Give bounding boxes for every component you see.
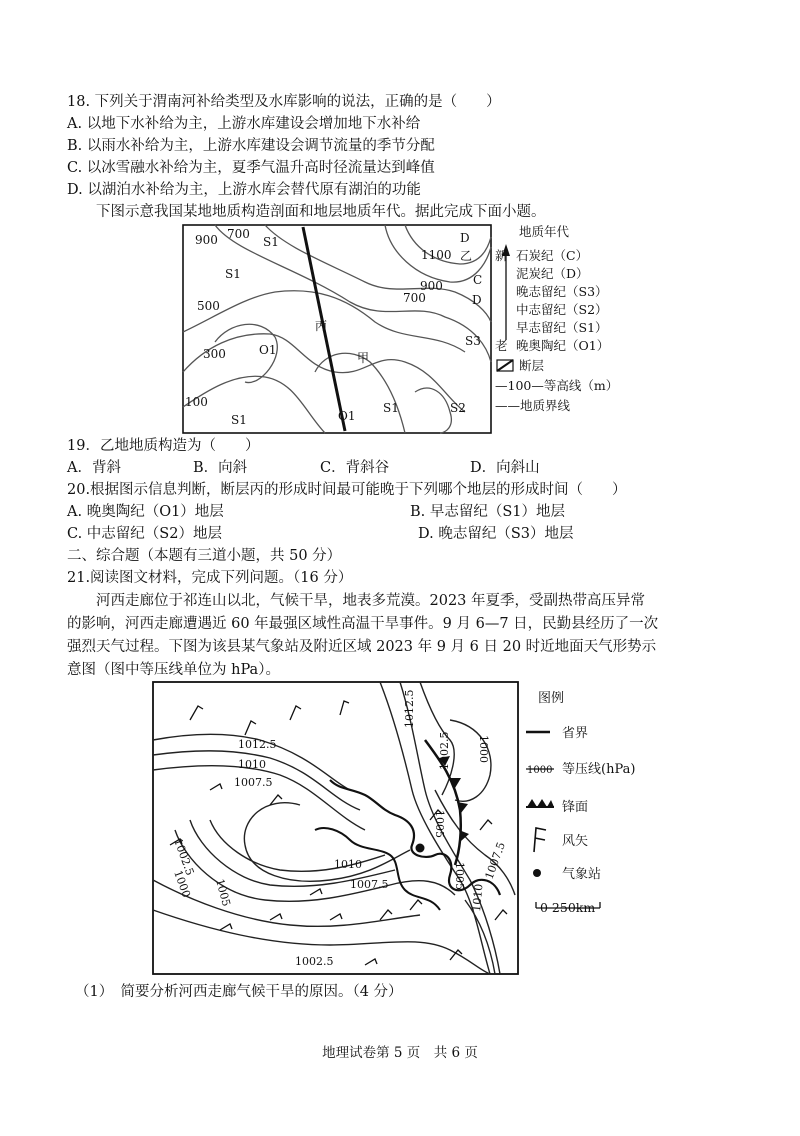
strata-label: C [473, 273, 483, 287]
weather-legend-title: 图例 [538, 691, 565, 706]
q18-option-d: D. 以湖泊水补给为主，上游水库会替代原有湖泊的功能 [67, 182, 421, 198]
q20-option-c: C. 中志留纪（S2）地层 [67, 526, 222, 542]
legend-old: 老 [495, 338, 508, 353]
isobar-label: 1010 [470, 883, 486, 913]
strata-label: S1 [263, 235, 279, 249]
isobar-label: 1010 [334, 858, 362, 871]
legend-front: 锋面 [562, 800, 589, 815]
isobar-label: 1012.5 [403, 689, 416, 728]
place-jia: 甲 [357, 351, 370, 365]
contour-label: 900 [195, 233, 218, 247]
q20-option-b: B. 早志留纪（S1）地层 [410, 504, 566, 520]
strata-label: D [460, 231, 470, 245]
legend-age: 泥炭纪（D） [516, 266, 589, 281]
legend-boundary: ——地质界线 [495, 398, 571, 413]
isobar-label: 1000 [171, 868, 193, 900]
q21-para: 的影响，河西走廊遭遇近 60 年最强区域性高温干旱事件。9 月 6—7 日，民勤县经历了一次 [67, 616, 659, 632]
isobar-label: 1005 [213, 877, 233, 908]
legend-age: 中志留纪（S2） [516, 302, 608, 317]
q20-stem: 20.根据图示信息判断，断层丙的形成时间最可能晚于下列哪个地层的形成时间（ ） [67, 482, 627, 498]
strata-label: D [472, 293, 482, 307]
page-footer: 地理试卷第 5 页 共 6 页 [322, 1045, 478, 1061]
isobar-label: 1007.5 [234, 776, 273, 789]
q19-option-b: B．向斜 [193, 460, 248, 476]
strata-label: S1 [225, 267, 241, 281]
isobar-label: 1002.5 [171, 836, 197, 878]
isobar-label: 1000 [477, 735, 490, 763]
weather-map [150, 680, 636, 980]
q18-option-a: A. 以地下水补给为主，上游水库建设会增加地下水补给 [67, 116, 421, 132]
contour-label: 300 [203, 347, 226, 361]
legend-contour: —100—等高线（m） [495, 378, 619, 393]
front-icon [526, 799, 554, 807]
legend-province: 省界 [562, 726, 589, 741]
contour-label: 700 [227, 227, 250, 241]
isobar-label: 1007.5 [350, 878, 389, 891]
wind-barb-icon [534, 828, 546, 852]
place-bing: 丙 [315, 319, 328, 333]
q21-sub1: （1） 简要分析河西走廊气候干旱的原因。（4 分） [75, 984, 403, 1000]
legend-fault: 断层 [519, 358, 545, 373]
isobar-label: 1005 [453, 862, 466, 890]
legend-scale: 0 250km [540, 900, 596, 915]
place-yi: 乙 [460, 249, 473, 263]
q21-para: 河西走廊位于祁连山以北，气候干旱，地表多荒漠。2023 年夏季，受副热带高压异常 [96, 593, 646, 609]
isobar-label: 1002.5 [438, 731, 451, 770]
strata-label: S1 [383, 401, 399, 415]
q21-para: 强烈天气过程。下图为该县某气象站及附近区域 2023 年 9 月 6 日 20 时近地面天气形势示 [67, 639, 657, 655]
geology-map [175, 222, 619, 440]
legend-age: 晚志留纪（S3） [516, 284, 608, 299]
legend-title: 地质年代 [519, 224, 570, 239]
contour-label: 1100 [421, 248, 452, 262]
legend-isobar-sample: 1000 [527, 765, 553, 776]
strata-label: S1 [231, 413, 247, 427]
contour-label: 700 [403, 291, 426, 305]
isobar-label: 1002.5 [295, 955, 334, 968]
q21-stem: 21.阅读图文材料，完成下列问题。（16 分） [67, 570, 353, 586]
contour-label: 500 [197, 299, 220, 313]
legend-age: 石炭纪（C） [516, 248, 589, 263]
q18-stem: 18. 下列关于渭南河补给类型及水库影响的说法，正确的是（ ） [67, 94, 501, 110]
legend-station: 气象站 [562, 867, 602, 882]
q19-option-d: D．向斜山 [470, 460, 540, 476]
geo-intro: 下图示意我国某地地质构造剖面和地层地质年代。据此完成下面小题。 [96, 204, 546, 220]
q20-option-a: A. 晚奥陶纪（O1）地层 [67, 504, 224, 520]
q19-stem: 19．乙地地质构造为（ ） [67, 438, 260, 454]
legend-new: 新 [495, 248, 508, 263]
weather-station-icon [416, 844, 425, 853]
strata-label: S3 [465, 334, 481, 348]
q20-option-d: D. 晚志留纪（S3）地层 [418, 526, 574, 542]
contour-label: 100 [185, 395, 208, 409]
q18-option-c: C. 以冰雪融水补给为主，夏季气温升高时径流量达到峰值 [67, 160, 435, 176]
legend-age: 晚奥陶纪（O1） [516, 338, 610, 353]
isobar-label: 1010 [238, 758, 266, 771]
legend-isobar: 等压线(hPa) [562, 762, 636, 777]
q19-option-c: C．背斜谷 [320, 460, 390, 476]
legend-wind: 风矢 [562, 834, 589, 849]
isobar-label: 1012.5 [238, 738, 277, 751]
strata-label: S2 [450, 401, 466, 415]
isobar-label: 1005 [433, 810, 446, 838]
q19-option-a: A．背斜 [67, 460, 121, 476]
isobar-label: 1007.5 [482, 840, 508, 882]
legend-age: 早志留纪（S1） [516, 320, 608, 335]
contour-label: 900 [420, 279, 443, 293]
strata-label: O1 [259, 343, 277, 357]
q21-para: 意图（图中等压线单位为 hPa）。 [67, 662, 280, 678]
section-heading: 二、综合题（本题有三道小题，共 50 分） [67, 548, 342, 564]
strata-label: O1 [338, 409, 356, 423]
station-dot-icon [533, 869, 541, 877]
q18-option-b: B. 以雨水补给为主，上游水库建设会调节流量的季节分配 [67, 138, 435, 154]
